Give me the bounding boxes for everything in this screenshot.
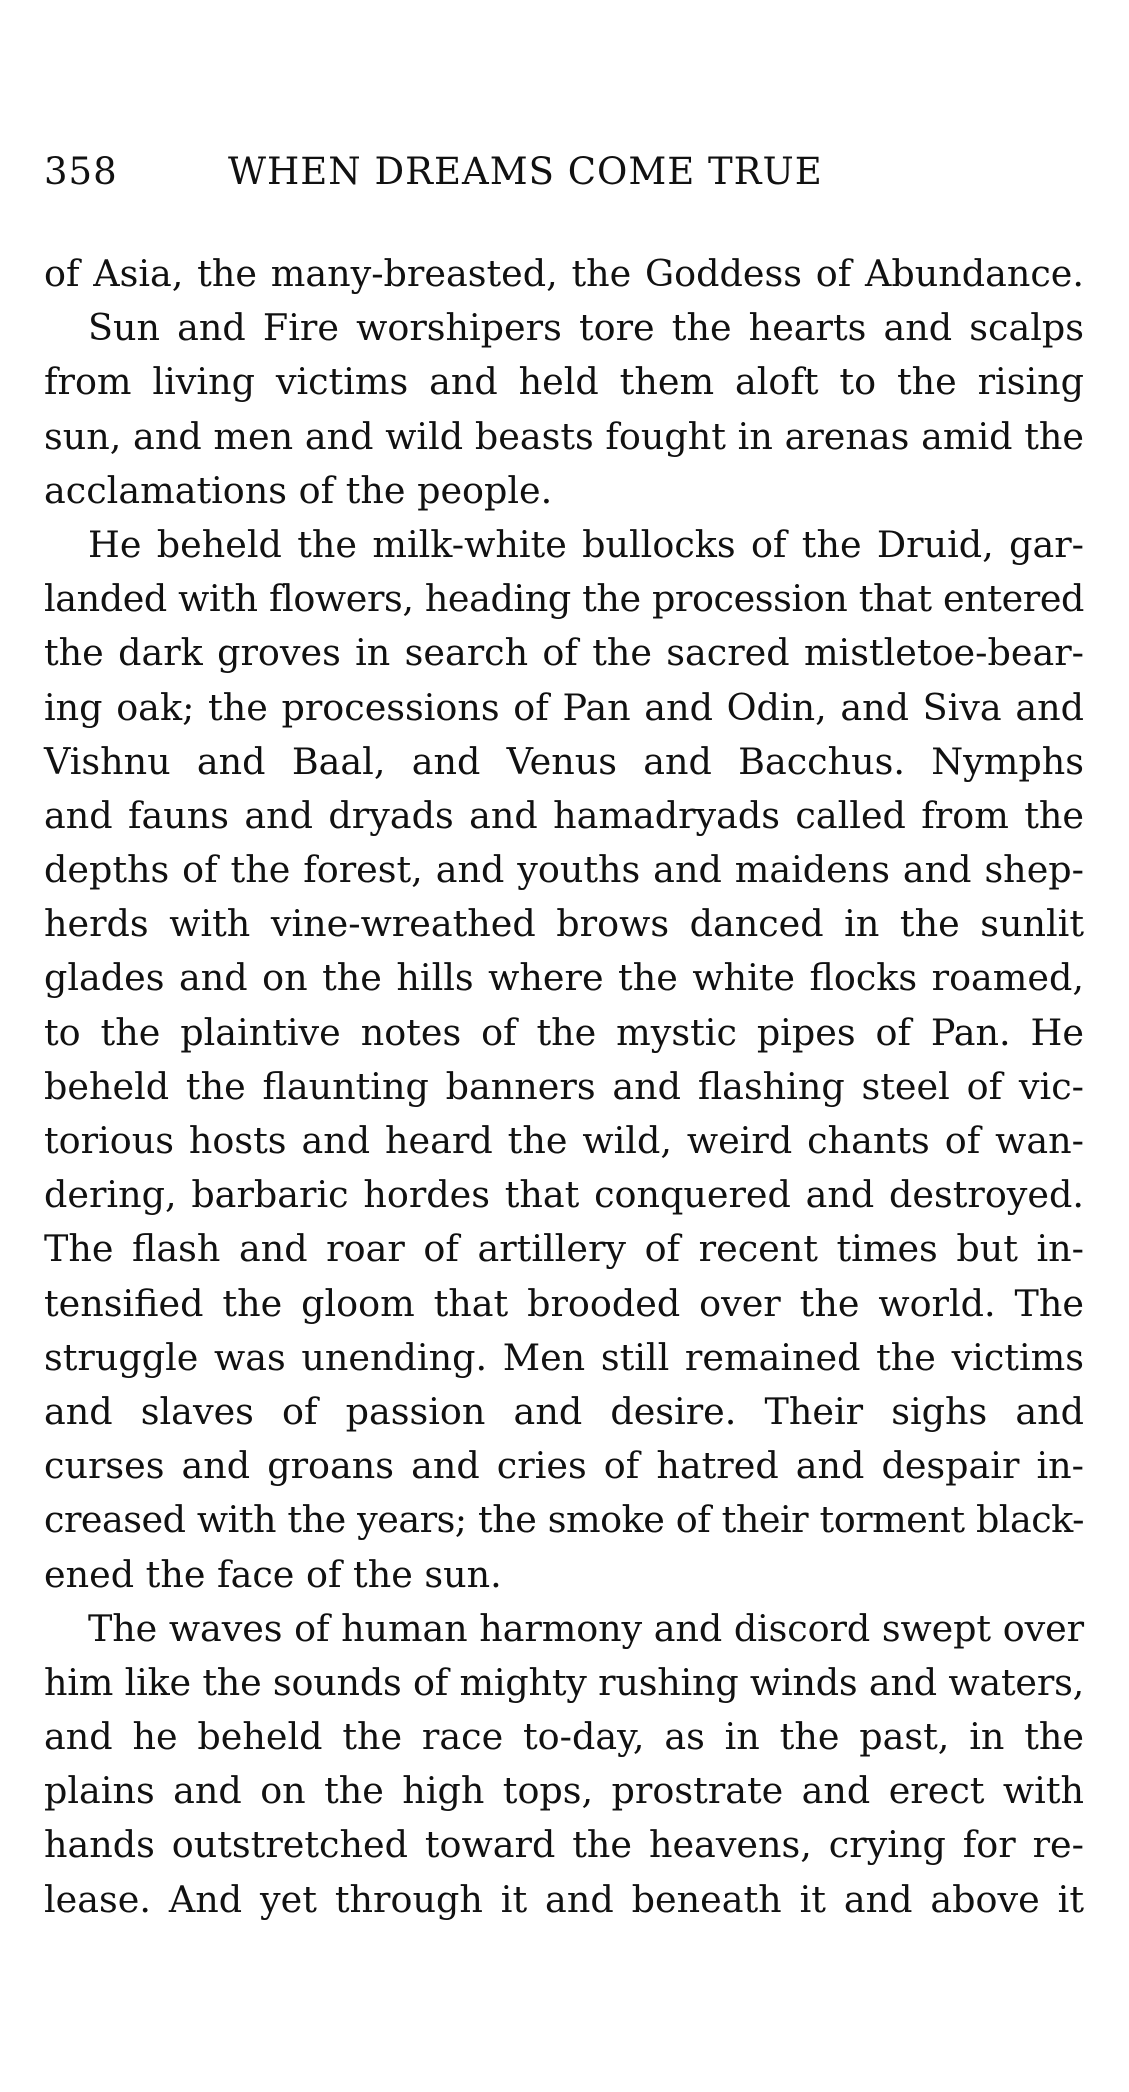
text-line: to the plaintive notes of the mystic pipes of Pan. He	[44, 1010, 1084, 1054]
text-line: the dark groves in search of the sacred mistletoe-bear-	[44, 631, 1084, 675]
body-text	[44, 247, 1084, 1927]
text-line: glades and on the hills where the white flocks roamed,	[44, 956, 1084, 1000]
running-head	[44, 150, 1084, 210]
text-line: Vishnu and Baal, and Venus and Bacchus. Nymphs	[44, 739, 1084, 783]
text-line: and he beheld the race to-day, as in the past, in the	[44, 1715, 1084, 1759]
page-number: 358	[44, 150, 118, 193]
running-title: WHEN DREAMS COME TRUE	[228, 150, 823, 193]
text-line: herds with vine-wreathed brows danced in the sunlit	[44, 902, 1084, 946]
text-line: ing oak; the processions of Pan and Odin, and Siva and	[44, 685, 1084, 729]
text-line: acclamations of the people.	[44, 468, 553, 512]
text-line: Sun and Fire worshipers tore the hearts and scalps	[88, 306, 1084, 350]
text-line: He beheld the milk-white bullocks of the Druid, gar-	[88, 522, 1084, 566]
text-line: from living victims and held them aloft to the rising	[44, 360, 1084, 404]
text-line: him like the sounds of mighty rushing winds and waters,	[44, 1660, 1084, 1704]
text-line: curses and groans and cries of hatred and despair in-	[44, 1444, 1084, 1488]
text-line: and slaves of passion and desire. Their sighs and	[44, 1389, 1084, 1433]
text-line: struggle was unending. Men still remained the victims	[44, 1335, 1084, 1379]
text-line: landed with flowers, heading the procession that entered	[44, 577, 1084, 621]
text-line: of Asia, the many-breasted, the Goddess of Abundance.	[44, 252, 1084, 295]
text-line: torious hosts and heard the wild, weird chants of wan-	[44, 1119, 1084, 1162]
text-line: creased with the years; the smoke of their torment black-	[44, 1498, 1084, 1542]
text-line: hands outstretched toward the heavens, crying for re-	[44, 1823, 1084, 1867]
text-line: tensified the gloom that brooded over the world. The	[44, 1281, 1084, 1325]
text-line: sun, and men and wild beasts fought in arenas amid the	[44, 414, 1084, 458]
text-line: and fauns and dryads and hamadryads called from the	[44, 793, 1084, 837]
text-line: dering, barbaric hordes that conquered and destroyed.	[44, 1173, 1084, 1217]
text-line: depths of the forest, and youths and maidens and shep-	[44, 848, 1084, 892]
text-line: The waves of human harmony and discord swept over	[88, 1606, 1084, 1650]
text-line: ened the face of the sun.	[44, 1552, 502, 1596]
text-line: plains and on the high tops, prostrate and erect with	[44, 1769, 1084, 1813]
text-line: lease. And yet through it and beneath it and above it	[44, 1877, 1084, 1921]
text-line: The flash and roar of artillery of recent times but in-	[44, 1227, 1084, 1271]
text-line: beheld the flaunting banners and flashing steel of vic-	[44, 1064, 1084, 1108]
